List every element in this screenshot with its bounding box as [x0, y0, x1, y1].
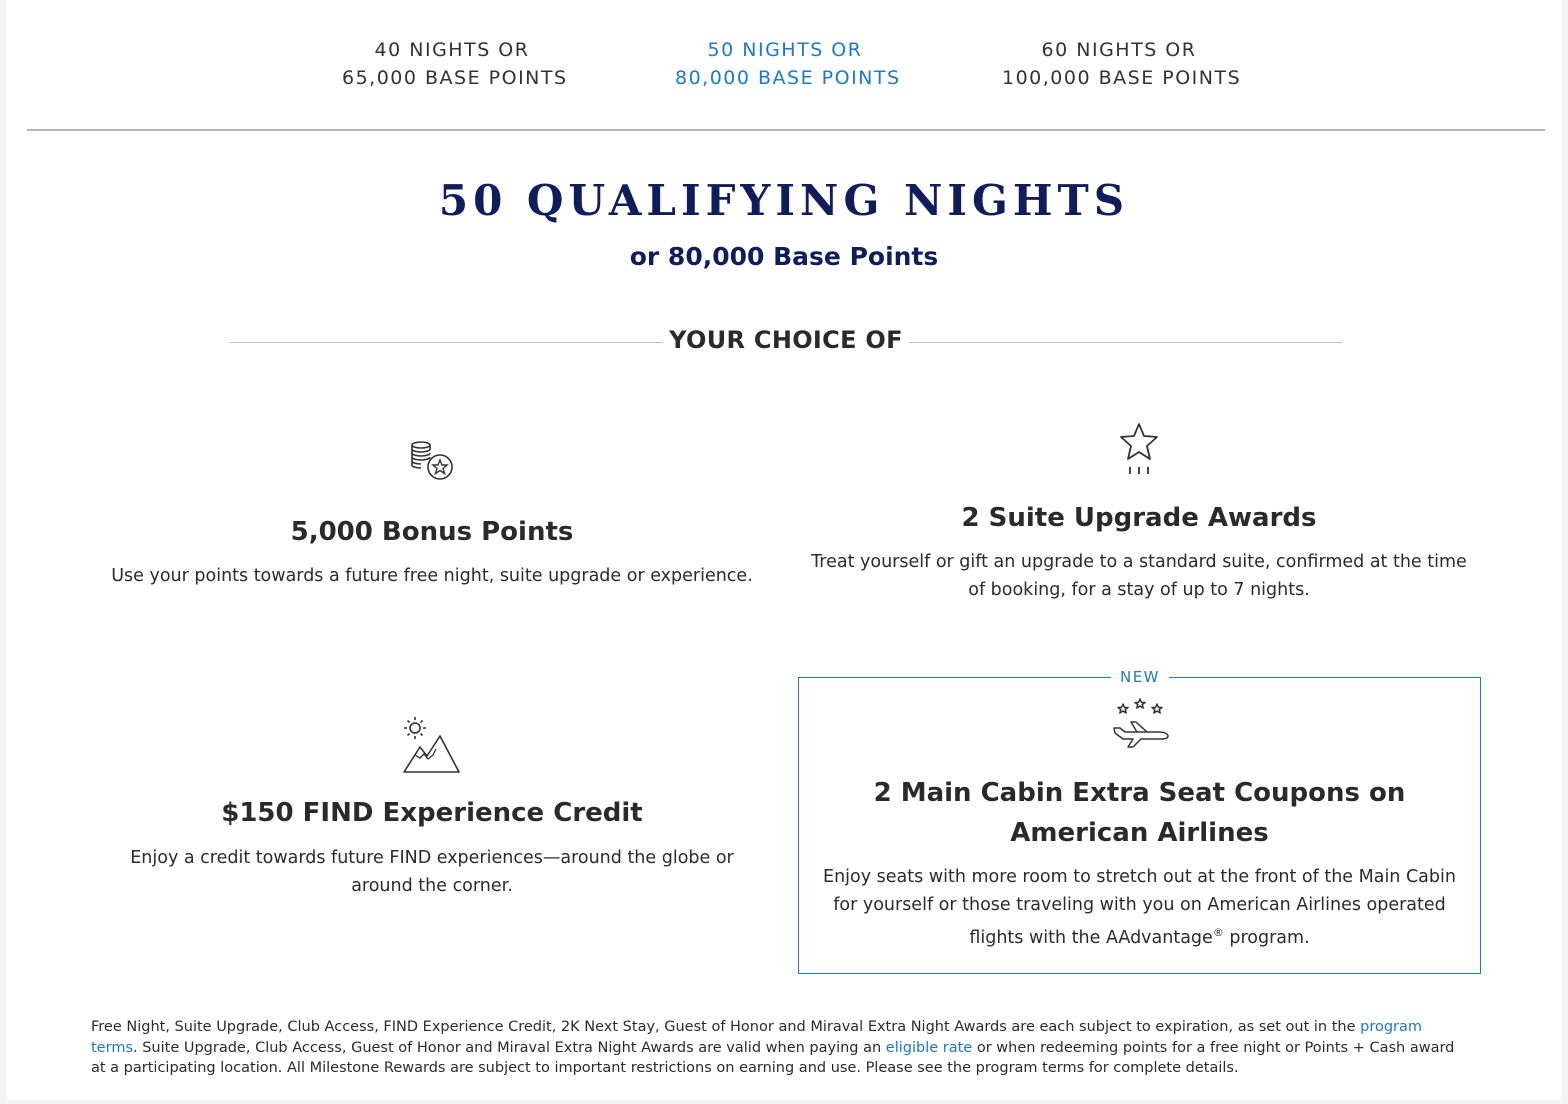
choice-heading — [230, 326, 1342, 360]
reward-card-main-cabin-extra — [798, 668, 1481, 974]
tab-line-2: 100,000 BASE POINTS — [1002, 67, 1242, 89]
tab-line-2: 65,000 BASE POINTS — [342, 67, 568, 89]
program-terms-link[interactable]: program terms — [91, 1019, 1423, 1056]
disclaimer-text-1: Free Night, Suite Upgrade, Club Access, FIND Experience Credit, 2K Next Stay, Guest of Honor and Miraval Extra Night Awards are each subject to expiration, as set out in the — [91, 1019, 1361, 1035]
tab-line-1: 40 NIGHTS OR — [374, 39, 530, 61]
disclaimer-text-2: . Suite Upgrade, Club Access, Guest of Honor and Miraval Extra Night Awards are valid when paying an — [133, 1039, 886, 1056]
choice-divider-right — [909, 342, 1342, 343]
tab-line-1: 50 NIGHTS OR — [707, 39, 863, 61]
tab-line-1: 60 NIGHTS OR — [1041, 39, 1197, 61]
coins-star-icon — [409, 440, 455, 486]
choice-label: YOUR CHOICE OF — [669, 326, 903, 354]
tab-line-2: 80,000 BASE POINTS — [675, 67, 901, 89]
mountain-sun-icon — [403, 714, 461, 778]
disclaimer — [91, 1017, 1471, 1079]
reward-card-find-experience — [102, 712, 762, 902]
disclaimer-text-3: or when redeeming points for a free night or Points + Cash award at a participating location. All Milestone Rewards are subject to important restrictions on earning and use. Please see the program terms for complete details. — [91, 1039, 1455, 1076]
reward-card-suite-upgrade — [807, 418, 1471, 608]
star-upgrade-icon — [1117, 422, 1161, 480]
tier-tabs — [7, 36, 1561, 96]
card-description: Enjoy a credit towards future FIND experiences—around the globe or around the corner. — [130, 848, 734, 896]
tab-40-nights[interactable] — [342, 36, 568, 92]
card-title: 5,000 Bonus Points — [290, 517, 574, 547]
eligible-rate-link[interactable]: eligible rate — [885, 1039, 973, 1056]
page-subtitle: or 80,000 Base Points — [629, 242, 939, 271]
card-description: Use your points towards a future free night, suite upgrade or experience. — [111, 566, 753, 586]
registered-mark: ® — [1212, 926, 1224, 939]
airplane-stars-icon — [1111, 698, 1169, 752]
tab-50-nights[interactable] — [675, 36, 901, 92]
page-title: 50 QUALIFYING NIGHTS — [438, 176, 1130, 225]
reward-card-content — [799, 678, 1480, 973]
page — [7, 0, 1561, 1100]
card-title: 2 Main Cabin Extra Seat Coupons on American Airlines — [873, 778, 1406, 848]
card-title: $150 FIND Experience Credit — [221, 798, 643, 828]
card-description-text: Enjoy seats with more room to stretch out at the front of the Main Cabin for yourself or those traveling with you on American Airlines operated flights with the AAdvantage — [823, 867, 1456, 948]
tabs-divider — [27, 129, 1545, 131]
tab-60-nights[interactable] — [1002, 36, 1242, 92]
card-description-end: program. — [1223, 927, 1310, 948]
card-description — [799, 863, 1480, 952]
new-badge: NEW — [1111, 667, 1169, 687]
card-description: Treat yourself or gift an upgrade to a standard suite, confirmed at the time of booking, for a stay of up to 7 nights. — [811, 552, 1467, 600]
reward-card-bonus-points — [102, 430, 762, 600]
choice-divider-left — [230, 342, 663, 343]
card-title: 2 Suite Upgrade Awards — [961, 503, 1317, 533]
